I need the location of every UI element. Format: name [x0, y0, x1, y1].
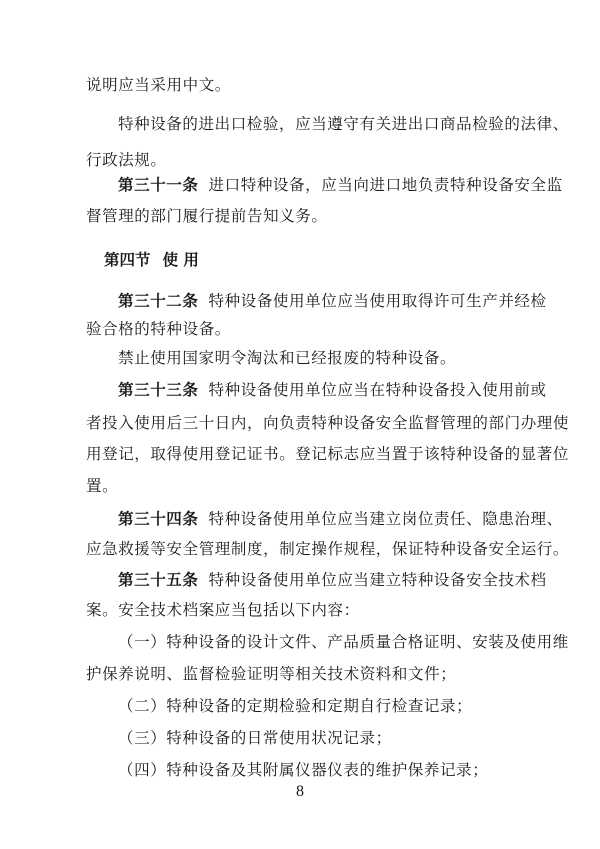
article-31: 第三十一条 进口特种设备，应当向进口地负责特种设备安全监 [118, 175, 563, 194]
list-item: （一）特种设备的设计文件、产品质量合格证明、安装及使用维 [118, 633, 569, 651]
section-label: 第四节 [104, 250, 151, 269]
text-line: 禁止使用国家明令淘汰和已经报废的特种设备。 [118, 349, 457, 367]
text-line: 行政法规。 [86, 151, 167, 169]
page-number: 8 [296, 783, 304, 800]
section-heading [104, 250, 199, 270]
article-number: 第三十四条 [118, 509, 199, 528]
article-number: 第三十二条 [118, 291, 199, 310]
text-line: 护保养说明、监督检验证明等相关技术资料和文件； [86, 665, 457, 683]
text-line: 督管理的部门履行提前告知义务。 [86, 207, 328, 225]
article-35: 第三十五条 特种设备使用单位应当建立特种设备安全技术档 [118, 570, 547, 589]
text-line: 用登记，取得使用登记证书。登记标志应当置于该特种设备的显著位 [86, 445, 570, 463]
article-33: 第三十三条 特种设备使用单位应当在特种设备投入使用前或 [118, 380, 547, 399]
list-item: （二）特种设备的定期检验和定期自行检查记录； [118, 697, 473, 715]
article-number: 第三十五条 [118, 570, 199, 589]
text-line: 者投入使用后三十日内，向负责特种设备安全监督管理的部门办理使 [86, 414, 570, 432]
text-line: 应急救援等安全管理制度，制定操作规程，保证特种设备安全运行。 [86, 540, 570, 558]
article-32: 第三十二条 特种设备使用单位应当使用取得许可生产并经检 [118, 291, 547, 310]
article-34: 第三十四条 特种设备使用单位应当建立岗位责任、隐患治理、 [118, 509, 563, 528]
text-line: 验合格的特种设备。 [86, 320, 231, 338]
list-item: （四）特种设备及其附属仪器仪表的维护保养记录； [118, 761, 489, 779]
text-line: 说明应当采用中文。 [86, 76, 231, 94]
list-item: （三）特种设备的日常使用状况记录； [118, 729, 392, 747]
section-title: 使 用 [162, 250, 199, 269]
article-number: 第三十三条 [118, 380, 199, 399]
text-line: 置。 [86, 477, 119, 495]
article-number: 第三十一条 [118, 175, 199, 194]
text-line: 特种设备的进出口检验，应当遵守有关进出口商品检验的法律、 [118, 115, 569, 133]
text-line: 案。安全技术档案应当包括以下内容： [86, 601, 360, 619]
